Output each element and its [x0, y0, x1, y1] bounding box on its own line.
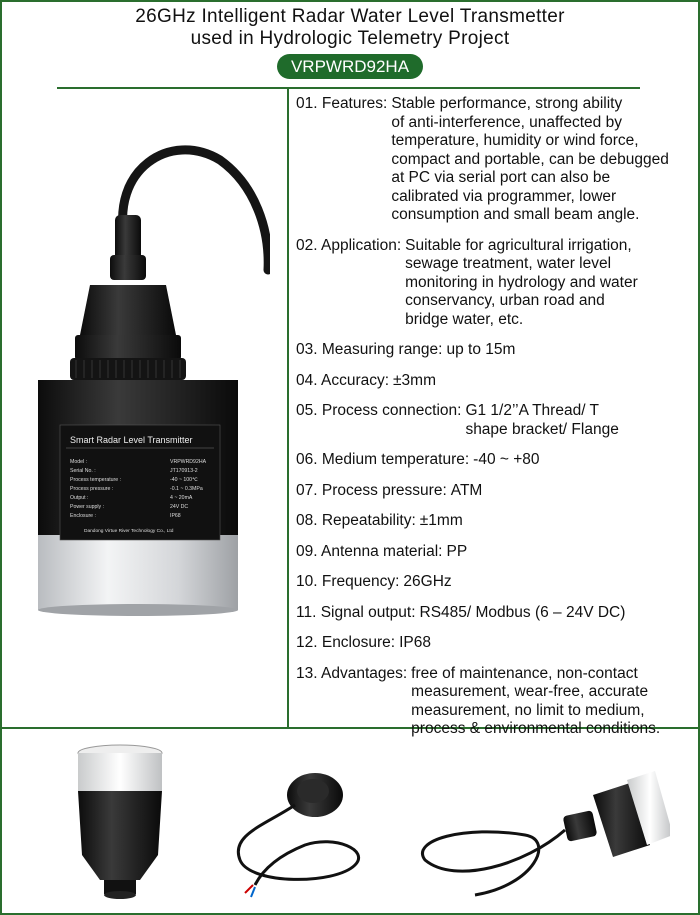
label-row-key: Enclosure : — [70, 513, 96, 519]
spec-label: 08. Repeatability: — [296, 512, 416, 529]
label-row-key: Process temperature : — [70, 477, 122, 483]
label-row-key: Process pressure : — [70, 486, 114, 492]
product-photo-top — [225, 735, 375, 905]
product-photo-front — [60, 735, 180, 905]
spec-value — [387, 95, 669, 225]
spec-value — [407, 665, 660, 739]
spec-value — [442, 341, 515, 360]
spec-item — [296, 341, 696, 360]
spec-label: 01. Features: — [296, 95, 388, 112]
spec-item — [296, 634, 696, 653]
spec-value-line: of anti-interference, unaffected by — [391, 113, 622, 131]
spec-item — [296, 482, 696, 501]
spec-label: 02. Application: — [296, 236, 402, 254]
spec-item — [296, 573, 696, 592]
label-heading: Smart Radar Level Transmitter — [70, 435, 193, 445]
spec-value-line: Suitable for agricultural irrigation, — [405, 236, 632, 254]
spec-value — [399, 573, 451, 592]
spec-item — [296, 402, 696, 439]
header — [0, 0, 700, 88]
spec-item — [296, 604, 696, 623]
spec-value-line: monitoring in hydrology and water — [405, 273, 638, 291]
spec-item — [296, 451, 696, 470]
label-row-key: Output : — [70, 495, 89, 501]
label-row-key: Serial No. : — [70, 468, 96, 474]
label-row-val: VRPWRD92HA — [170, 459, 207, 465]
spec-value-line: ATM — [450, 481, 483, 499]
spec-value-line: at PC via serial port can also be — [391, 169, 611, 186]
spec-label: 03. Measuring range: — [296, 341, 443, 358]
label-row-val: 24V DC — [170, 504, 189, 510]
spec-value-line: G1 1/2’’A Thread/ T — [465, 402, 599, 419]
spec-label: 12. Enclosure: — [296, 634, 396, 651]
spec-value-line: IP68 — [399, 634, 431, 651]
spec-item — [296, 95, 696, 225]
spec-value-line: measurement, no limit to medium, — [411, 701, 645, 719]
spec-value-line: compact and portable, can be debugged — [391, 150, 669, 168]
spec-value-line: consumption and small beam angle. — [391, 206, 640, 223]
spec-value — [469, 451, 539, 470]
label-maker: Dandong Virtue River Technology Co., Ltd — [84, 529, 174, 534]
product-main-image — [30, 130, 270, 630]
spec-value-line: process & environmental conditions. — [411, 720, 661, 737]
header-divider — [57, 87, 640, 89]
spec-item — [296, 512, 696, 531]
spec-item — [296, 665, 696, 739]
spec-label: 04. Accuracy: — [296, 371, 390, 389]
spec-item — [296, 237, 696, 330]
product-photo-side — [415, 735, 670, 905]
model-badge: VRPWRD92HA — [277, 54, 423, 79]
spec-value — [443, 543, 468, 562]
spec-label: 13. Advantages: — [296, 664, 408, 682]
title-line-1: 26GHz Intelligent Radar Water Level Transmetter — [135, 6, 565, 27]
spec-value-line: calibrated via programmer, lower — [391, 187, 617, 205]
spec-value-line: -40 ~ +80 — [473, 451, 540, 468]
spec-value-line: 26GHz — [403, 573, 452, 590]
spec-value-line: bridge water, etc. — [405, 310, 524, 328]
spec-value — [395, 634, 431, 653]
spec-label: 07. Process pressure: — [296, 481, 447, 499]
label-row-val: 4 ~ 20mA — [170, 495, 193, 501]
spec-label: 05. Process connection: — [296, 402, 462, 419]
spec-value-line: Stable performance, strong ability — [391, 95, 623, 112]
spec-item — [296, 372, 696, 391]
label-row-val: JT170913-2 — [170, 468, 198, 474]
spec-label: 10. Frequency: — [296, 573, 400, 590]
spec-value-line: up to 15m — [446, 341, 516, 358]
spec-value-line: measurement, wear-free, accurate — [411, 683, 649, 700]
spec-value-line: sewage treatment, water level — [405, 255, 612, 272]
spec-value — [416, 512, 463, 531]
label-row-val: -40 ~ 100℃ — [170, 477, 198, 483]
spec-list — [296, 95, 696, 751]
spec-value-line: shape bracket/ Flange — [465, 420, 619, 438]
spec-value-line: conservancy, urban road and — [405, 292, 605, 309]
spec-label: 06. Medium temperature: — [296, 451, 470, 468]
spec-value-line: temperature, humidity or wind force, — [391, 132, 639, 149]
spec-value — [389, 372, 436, 391]
spec-value-line: RS485/ Modbus (6 – 24V DC) — [419, 603, 626, 621]
spec-value — [401, 237, 638, 330]
spec-value-line: ±3mm — [393, 371, 436, 389]
spec-label: 09. Antenna material: — [296, 542, 443, 560]
spec-label: 11. Signal output: — [296, 603, 416, 621]
label-row-val: IP68 — [170, 513, 181, 519]
label-row-val: -0.1 ~ 0.3MPa — [170, 486, 203, 492]
spec-item — [296, 543, 696, 562]
label-row-key: Power supply : — [70, 504, 105, 510]
label-row-key: Model : — [70, 459, 88, 465]
spec-value — [447, 482, 483, 501]
title-line-2: used in Hydrologic Telemetry Project — [190, 28, 510, 49]
spec-value-line: PP — [446, 542, 468, 560]
spec-value — [461, 402, 618, 439]
column-divider — [287, 88, 289, 728]
spec-value-line: ±1mm — [419, 512, 463, 529]
spec-value-line: free of maintenance, non-contact — [411, 664, 638, 682]
spec-value — [416, 604, 626, 623]
